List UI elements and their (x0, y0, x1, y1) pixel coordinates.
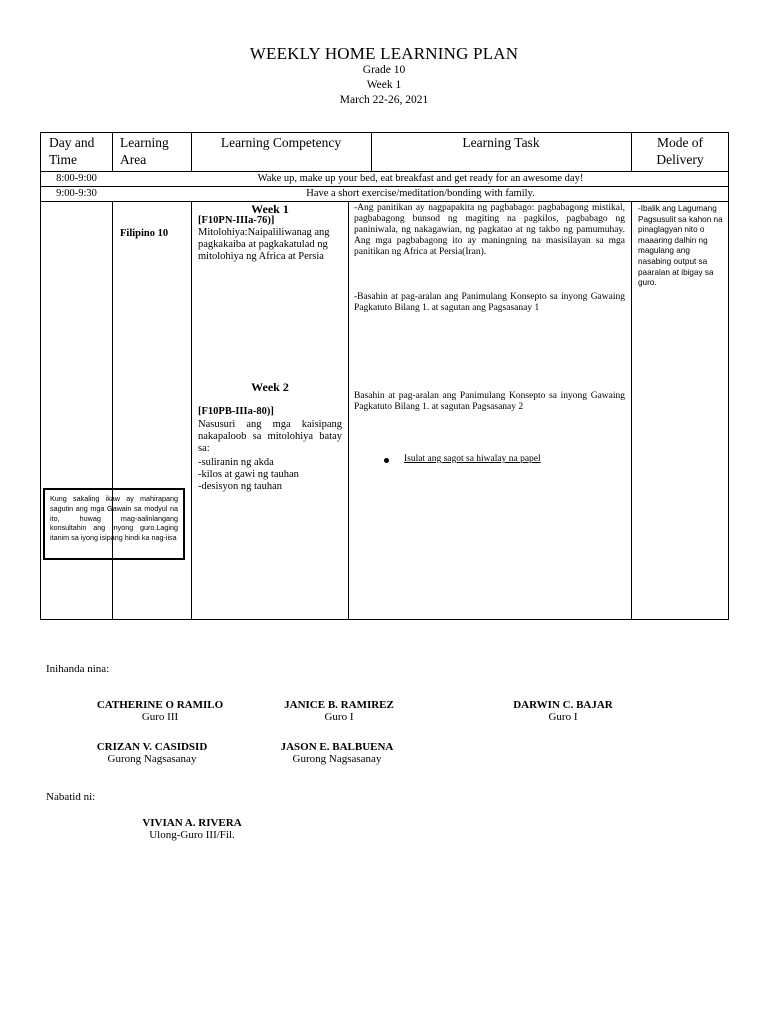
header-mode-of-delivery: Mode of Delivery (656, 135, 704, 167)
reminder-notice-box (43, 488, 185, 560)
noted-by-label: Nabatid ni: (46, 791, 96, 803)
row-time: 8:00-9:00 (56, 173, 97, 184)
noted-signatory-name: VIVIAN A. RIVERA (142, 817, 242, 829)
signatory (500, 699, 626, 723)
column-divider (631, 132, 632, 172)
signatory-role: Guro I (324, 711, 354, 723)
week1-code: [F10PN-IIIa-76)] (198, 215, 275, 226)
signatory-role: Guro III (141, 711, 179, 723)
signatory-name: CATHERINE O RAMILO (96, 699, 224, 711)
table-border-left (40, 132, 41, 620)
signatory (90, 699, 230, 723)
signatory-name: JASON E. BALBUENA (280, 741, 394, 753)
prepared-by-label: Inihanda nina: (46, 663, 110, 675)
column-divider (371, 132, 372, 172)
row-activity: Wake up, make up your bed, eat breakfast and get ready for an awesome day! (257, 173, 584, 184)
grade-label: Grade 10 (362, 64, 406, 76)
signatory-name: CRIZAN V. CASIDSID (96, 741, 208, 753)
row-activity: Have a short exercise/meditation/bonding with family. (306, 188, 535, 199)
week2-label: Week 2 (251, 380, 289, 394)
signatory-role: Gurong Nagsasanay (107, 753, 197, 765)
signatory (84, 741, 220, 765)
header-learning-competency: Learning Competency (220, 135, 342, 150)
header-learning-task: Learning Task (462, 135, 540, 150)
column-divider (112, 132, 113, 172)
week2-competency: Nasusuri ang mga kaisipang nakapaloob sa mitolohiya batay sa: (198, 419, 342, 454)
page-title: WEEKLY HOME LEARNING PLAN (249, 44, 519, 63)
week1-task-reading: -Basahin at pag-aralan ang Panimulang Konsepto sa inyong Gawaing Pagkatuto Bilang 1. at sagutan ang Pagsasanay 1 (354, 292, 625, 313)
week1-task-intro: -Ang panitikan ay nagpapakita ng pagbabago: pagbabagong mistikal, pagbabagong bunsod ng magiting na pagkilos, pagbabago ng paniniwala, ng nakagawian, ng pagkatao at ng takbo ng pamumuhay. Ang mga pagbabagong ito ay maningning na masisilayan sa mga panitikan ng Africa at Persia(Iran). (354, 203, 625, 257)
row-divider (40, 186, 729, 187)
column-divider (631, 201, 632, 620)
noted-signatory (126, 817, 258, 841)
signatory (270, 741, 404, 765)
signatory-role: Gurong Nagsasanay (292, 753, 382, 765)
week-label: Week 1 (366, 79, 402, 91)
header-divider (40, 171, 729, 172)
learning-area-subject: Filipino 10 (120, 228, 169, 239)
week1-label: Week 1 (251, 202, 289, 216)
bullet-icon (384, 458, 389, 463)
column-divider (348, 201, 349, 620)
signatory (272, 699, 406, 723)
signatory-name: DARWIN C. BAJAR (513, 699, 613, 711)
row-time: 9:00-9:30 (56, 188, 97, 199)
week2-item: -desisyon ng tauhan (198, 481, 282, 492)
week2-bullet-task: Isulat ang sagot sa hiwalay na papel (404, 454, 541, 464)
date-range: March 22-26, 2021 (339, 94, 429, 106)
row-divider (40, 201, 729, 202)
table-border-right (728, 132, 729, 620)
table-border-top (40, 132, 729, 133)
mode-of-delivery-text: -Ibalik ang Lagumang Pagsusulit sa kahon na pinaglagyan nito o maaaring dalhin ng magulang ang nasabing output sa paaralan at ibigay sa guro. (638, 204, 723, 288)
table-border-bottom (40, 619, 729, 620)
header-learning-area: Learning Area (120, 135, 169, 167)
week1-competency: Mitolohiya:Naipaliliwanag ang pagkakaiba at pagkakatulad ng mitolohiya ng Africa at Persia (198, 227, 330, 262)
week2-code: [F10PB-IIIa-80)] (198, 406, 274, 417)
column-divider (191, 132, 192, 172)
column-divider (191, 201, 192, 620)
signatory-name: JANICE B. RAMIREZ (284, 699, 394, 711)
signatory-role: Guro I (548, 711, 578, 723)
reminder-notice-text: Kung sakaling ikaw ay mahirapang sagutin ang mga Gawain sa modyul na ito, huwag mag-aalinlangang konsultahin ang inyong guro.Laging itanim sa iyong isipang hindi ka nag-iisa (50, 494, 178, 543)
week2-task-reading: Basahin at pag-aralan ang Panimulang Konsepto sa inyong Gawaing Pagkatuto Bilang 1. at sagutan Pagsasanay 2 (354, 391, 625, 412)
week2-item: -kilos at gawi ng tauhan (198, 469, 299, 480)
week2-item: -suliranin ng akda (198, 457, 274, 468)
header-day-time: Day and Time (49, 135, 95, 167)
noted-signatory-role: Ulong-Guro III/Fil. (149, 829, 235, 841)
